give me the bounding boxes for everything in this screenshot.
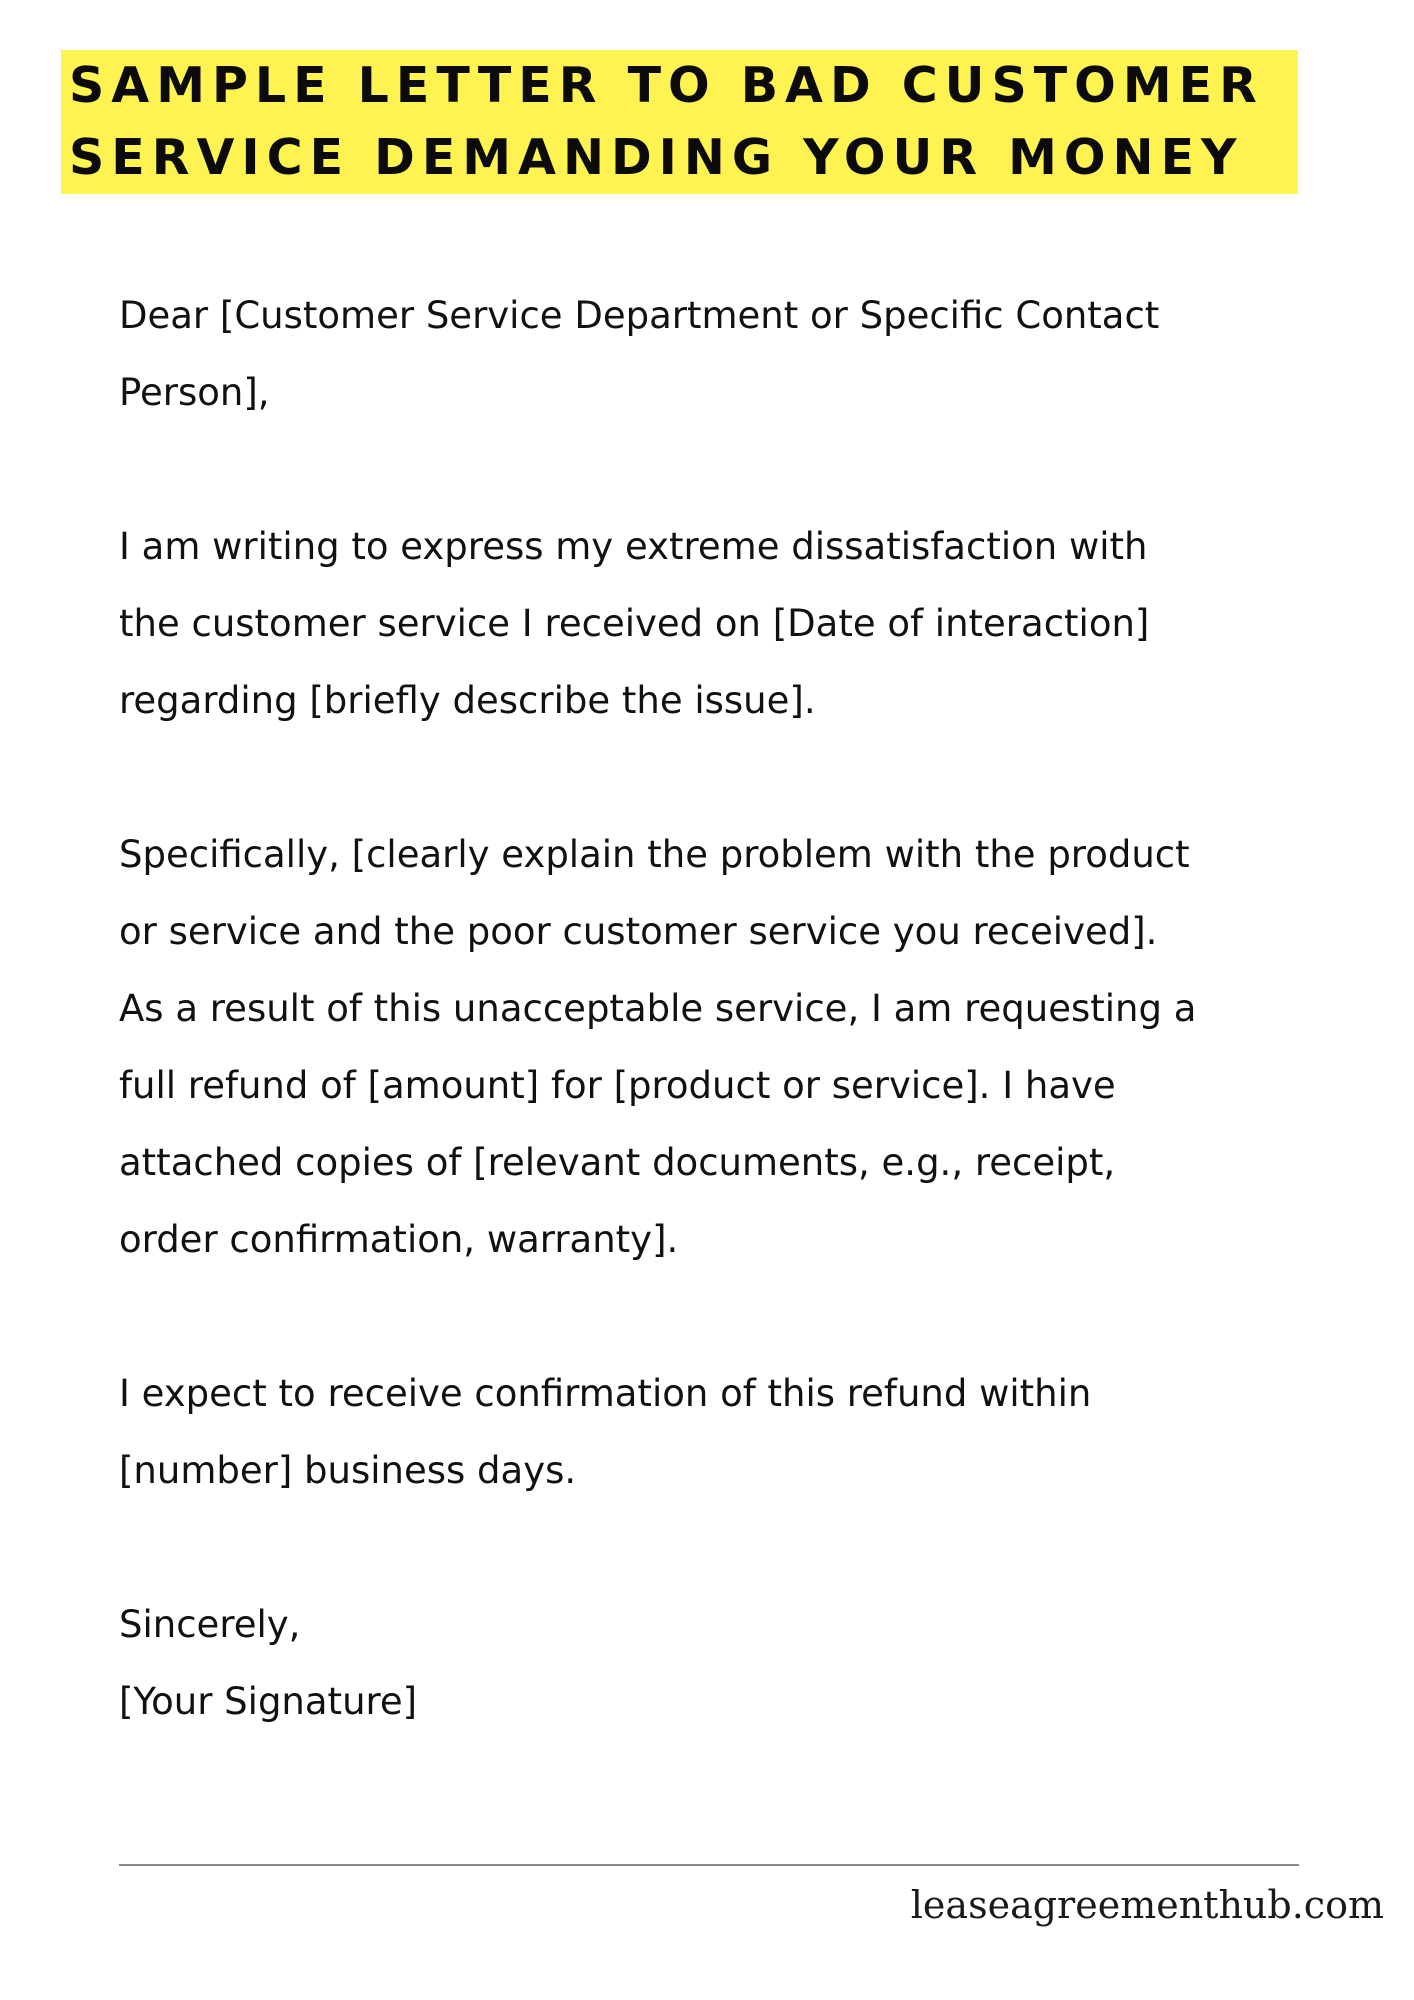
salutation-line: Person], xyxy=(119,371,270,414)
paragraph-line: I expect to receive confirmation of this refund within xyxy=(119,1372,1092,1415)
paragraph-line: As a result of this unacceptable service, I am requesting a xyxy=(119,987,1197,1030)
salutation-line: Dear [Customer Service Department or Specific Contact xyxy=(119,294,1160,337)
paragraph-line: attached copies of [relevant documents, e.g., receipt, xyxy=(119,1141,1116,1184)
paragraph-line: Specifically, [clearly explain the problem with the product xyxy=(119,833,1190,876)
paragraph-deadline xyxy=(119,1355,1369,1509)
title-line-1: SAMPLE LETTER TO BAD CUSTOMER xyxy=(61,50,1298,122)
signature-placeholder: [Your Signature] xyxy=(119,1680,418,1723)
paragraph-line: the customer service I received on [Date of interaction] xyxy=(119,602,1150,645)
footer-divider xyxy=(119,1864,1299,1866)
paragraph-refund-request xyxy=(119,816,1369,1278)
paragraph-dissatisfaction xyxy=(119,508,1369,739)
paragraph-line: [number] business days. xyxy=(119,1449,577,1492)
salutation xyxy=(119,277,1369,431)
paragraph-line: order confirmation, warranty]. xyxy=(119,1218,679,1261)
paragraph-line: regarding [briefly describe the issue]. xyxy=(119,679,816,722)
closing-block xyxy=(119,1586,1369,1740)
closing-text: Sincerely, xyxy=(119,1603,301,1646)
document-title xyxy=(61,50,1298,194)
title-line-2: SERVICE DEMANDING YOUR MONEY xyxy=(61,122,1298,194)
letter-body xyxy=(119,277,1369,1740)
paragraph-line: I am writing to express my extreme dissatisfaction with xyxy=(119,525,1148,568)
paragraph-line: full refund of [amount] for [product or service]. I have xyxy=(119,1064,1116,1107)
footer-website: leaseagreementhub.com xyxy=(910,1883,1384,1927)
paragraph-line: or service and the poor customer service you received]. xyxy=(119,910,1158,953)
